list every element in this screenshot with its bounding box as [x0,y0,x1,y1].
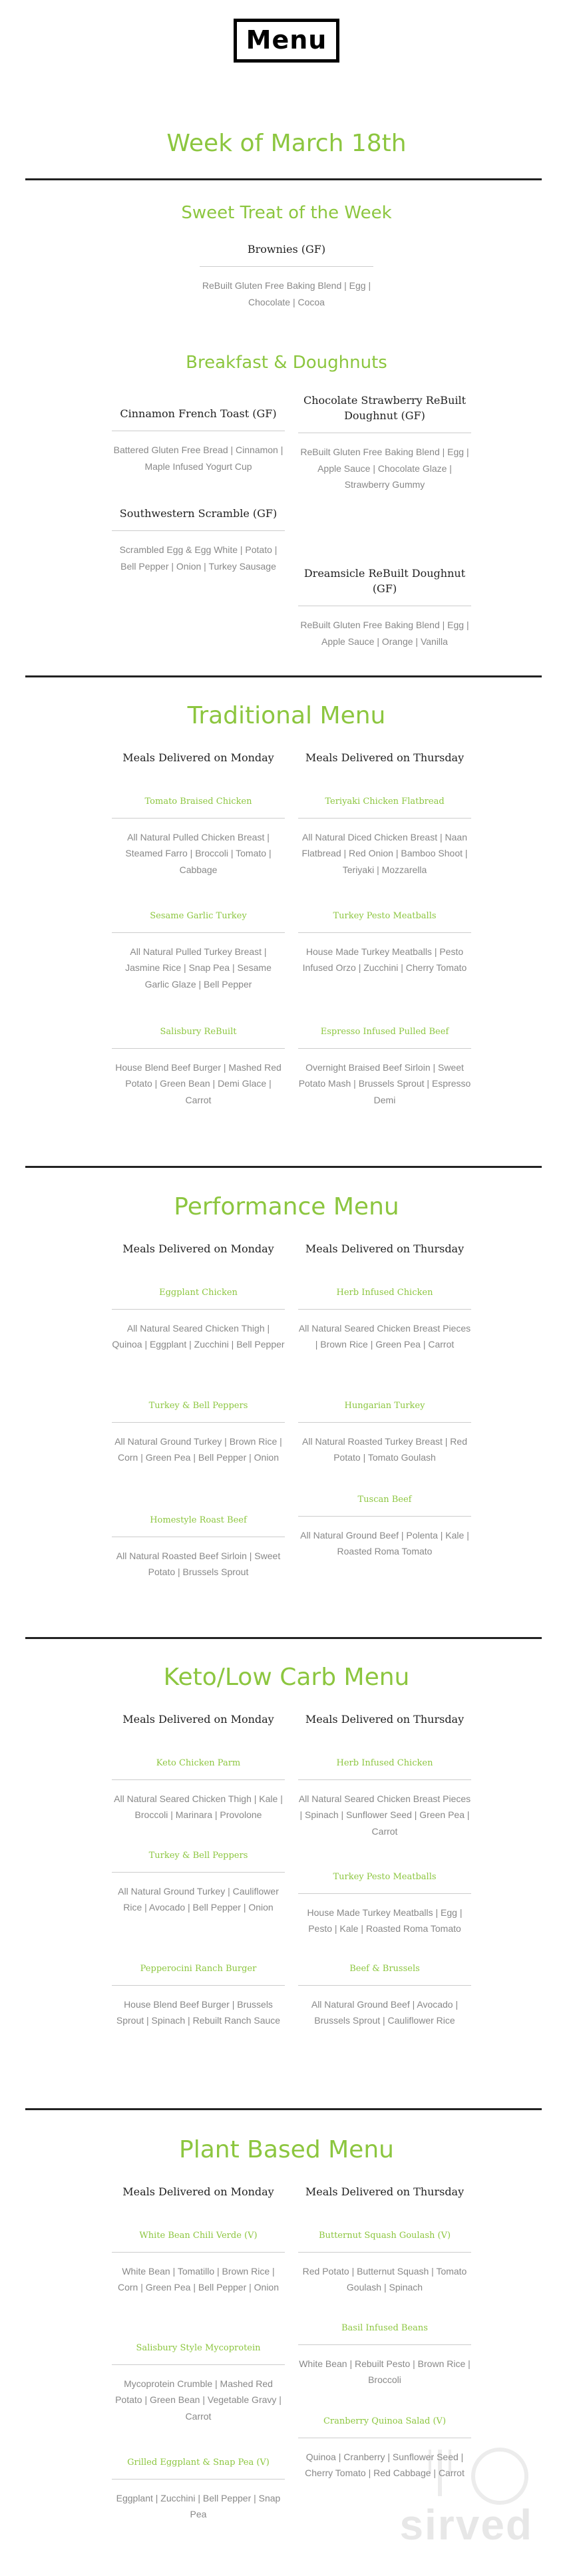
item-desc: All Natural Roasted Turkey Breast | Red Potato | Tomato Goulash [302,1435,467,1463]
meal-item [112,1757,285,1823]
item-name: Keto Chicken Parm [156,1758,241,1768]
item-desc: All Natural Pulled Turkey Breast | Jasmine Rice | Snap Pea | Sesame Garlic Glaze | Bell Pepper [125,946,272,990]
item-desc: All Natural Seared Chicken Breast Pieces | Brown Rice | Green Pea | Carrot [298,1322,471,1350]
sweet-section [0,203,573,223]
traditional-title: Traditional Menu [187,702,386,729]
item-name: Turkey Pesto Meatballs [333,911,437,921]
item-divider [112,2252,285,2253]
meal-item [112,2342,285,2424]
item-divider [298,2344,471,2345]
meal-item [112,1287,285,1353]
meal-item [112,796,285,878]
plant-section [0,2136,573,2163]
item-desc: Overnight Braised Beef Sirloin | Sweet Potato Mash | Brussels Sprout | Espresso Demi [298,1061,471,1105]
item-name: Herb Infused Chicken [336,1288,433,1298]
item-name: Cinnamon French Toast (GF) [120,407,277,420]
item-name: Beef & Brussels [349,1964,420,1974]
item-divider [112,932,285,933]
performance-section [0,1193,573,1220]
week-title: Week of March 18th [166,130,407,157]
item-desc: All Natural Ground Turkey | Cauliflower Rice | Avocado | Bell Pepper | Onion [118,1885,279,1913]
item-desc: Eggplant | Zucchini | Bell Pepper | Snap Pea [116,2492,281,2520]
divider [25,178,542,180]
thursday-column [298,751,471,765]
item-name: Tomato Braised Chicken [144,797,252,807]
item-name: Hungarian Turkey [344,1401,425,1411]
meal-item [112,2457,285,2523]
item-name: Espresso Infused Pulled Beef [320,1027,449,1037]
monday-column [112,1242,285,1256]
meal-item [298,1757,471,1839]
item-divider [112,2479,285,2480]
item-divider [298,1309,471,1310]
item-divider [298,818,471,819]
monday-column [112,2185,285,2199]
item-name: Turkey & Bell Peppers [148,1401,248,1411]
logo-wrap [0,19,573,63]
monday-heading: Meals Delivered on Monday [122,751,274,764]
item-divider [298,1048,471,1049]
breakfast-item [298,566,471,649]
breakfast-item [298,393,471,493]
item-name: Brownies (GF) [247,243,326,256]
meal-item [298,1494,471,1560]
item-desc: All Natural Ground Beef | Avocado | Brussels Sprout | Cauliflower Rice [311,1998,459,2026]
item-divider [112,1872,285,1873]
item-desc: All Natural Ground Turkey | Brown Rice | Corn | Green Pea | Bell Pepper | Onion [114,1435,282,1463]
traditional-section [0,702,573,729]
menu-logo: Menu [234,19,340,63]
meal-item [112,1515,285,1580]
monday-heading: Meals Delivered on Monday [122,1242,274,1255]
meal-item [112,1400,285,1466]
item-name: Sesame Garlic Turkey [150,911,247,921]
item-name: Cranberry Quinoa Salad (V) [323,2416,447,2426]
divider [25,1637,542,1639]
divider [25,675,542,677]
performance-title: Performance Menu [174,1193,399,1220]
item-desc: House Made Turkey Meatballs | Egg | Pesto | Kale | Roasted Roma Tomato [307,1907,463,1934]
item-divider [112,1779,285,1780]
item-divider [112,1309,285,1310]
item-name: Chocolate Strawberry ReBuilt Doughnut (GF) [303,394,467,423]
item-divider [298,1985,471,1986]
monday-heading: Meals Delivered on Monday [122,2185,274,2198]
item-desc: All Natural Seared Chicken Breast Pieces | Spinach | Sunflower Seed | Green Pea | Carrot [298,1793,471,1837]
thursday-heading: Meals Delivered on Thursday [305,1242,465,1255]
divider [25,2108,542,2110]
item-desc: Scrambled Egg & Egg White | Potato | Bell Pepper | Onion | Turkey Sausage [119,544,278,572]
item-divider [112,1048,285,1049]
meal-item [298,1963,471,2029]
item-name: Basil Infused Beans [341,2323,428,2333]
item-divider [298,1893,471,1894]
meal-item [298,2322,471,2388]
breakfast-item [112,406,285,474]
thursday-column [298,2185,471,2199]
watermark-text: sirved [399,2501,533,2549]
sweet-item [200,242,373,310]
sweet-title: Sweet Treat of the Week [181,203,392,223]
item-divider [112,1422,285,1423]
breakfast-item [112,506,285,574]
item-name: Turkey Pesto Meatballs [333,1872,437,1882]
item-name: Pepperocini Ranch Burger [140,1964,257,1974]
item-name: Tuscan Beef [357,1495,412,1505]
thursday-heading: Meals Delivered on Thursday [305,2185,465,2198]
item-divider [112,530,285,531]
item-name: Eggplant Chicken [159,1288,238,1298]
item-desc: House Made Turkey Meatballs | Pesto Infused Orzo | Zucchini | Cherry Tomato [302,946,467,974]
item-desc: All Natural Ground Beef | Polenta | Kale | Roasted Roma Tomato [300,1529,469,1557]
meal-item [298,1287,471,1353]
item-desc: Red Potato | Butternut Squash | Tomato Goulash | Spinach [302,2265,467,2293]
breakfast-section [0,353,573,373]
thursday-column [298,1712,471,1727]
item-divider [112,818,285,819]
breakfast-title: Breakfast & Doughnuts [186,353,387,373]
item-divider [112,2364,285,2365]
item-desc: ReBuilt Gluten Free Baking Blend | Egg | Chocolate | Cocoa [202,280,371,307]
item-desc: All Natural Seared Chicken Thigh | Quinoa | Eggplant | Zucchini | Bell Pepper [112,1322,285,1350]
item-name: Butternut Squash Goulash (V) [318,2231,451,2241]
item-divider [298,2252,471,2253]
meal-item [298,1026,471,1108]
meal-item [298,796,471,878]
item-desc: All Natural Diced Chicken Breast | Naan Flatbread | Red Onion | Bamboo Shoot | Teriyaki | Mozzarella [301,831,468,875]
item-desc: All Natural Pulled Chicken Breast | Steamed Farro | Broccoli | Tomato | Cabbage [125,831,272,875]
item-desc: Quinoa | Cranberry | Sunflower Seed | Cherry Tomato | Red Cabbage | Carrot [305,2451,465,2479]
meal-item [112,1850,285,1916]
monday-column [112,1712,285,1727]
thursday-column [298,1242,471,1256]
item-desc: Battered Gluten Free Bread | Cinnamon | Maple Infused Yogurt Cup [113,445,284,472]
meal-item [112,2230,285,2296]
meal-item [112,1026,285,1108]
item-name: Teriyaki Chicken Flatbread [325,797,445,807]
item-desc: ReBuilt Gluten Free Baking Blend | Egg | Apple Sauce | Orange | Vanilla [300,620,469,647]
item-name: Herb Infused Chicken [336,1758,433,1768]
item-desc: All Natural Seared Chicken Thigh | Kale | Broccoli | Marinara | Provolone [114,1793,283,1821]
keto-title: Keto/Low Carb Menu [163,1664,410,1691]
item-desc: Mycoprotein Crumble | Mashed Red Potato | Green Bean | Vegetable Gravy | Carrot [115,2378,282,2422]
item-desc: White Bean | Tomatillo | Brown Rice | Corn | Green Pea | Bell Pepper | Onion [117,2265,280,2293]
item-desc: ReBuilt Gluten Free Baking Blend | Egg | Apple Sauce | Chocolate Glaze | Strawberry Gummy [300,447,469,490]
item-desc: All Natural Roasted Beef Sirloin | Sweet Potato | Brussels Sprout [116,1550,281,1578]
item-name: White Bean Chili Verde (V) [139,2231,258,2241]
item-desc: House Blend Beef Burger | Brussels Sprout | Spinach | Rebuilt Ranch Sauce [116,1998,281,2026]
meal-item [112,910,285,992]
meal-item [298,1400,471,1466]
meal-item [298,2230,471,2296]
meal-item [298,910,471,976]
item-desc: White Bean | Rebuilt Pesto | Brown Rice | Broccoli [299,2358,471,2386]
item-name: Grilled Eggplant & Snap Pea (V) [127,2458,270,2468]
plant-title: Plant Based Menu [179,2136,394,2163]
item-divider [200,266,373,267]
item-divider [298,1516,471,1517]
divider [25,1166,542,1168]
item-desc: House Blend Beef Burger | Mashed Red Potato | Green Bean | Demi Glace | Carrot [115,1061,282,1105]
item-name: Dreamsicle ReBuilt Doughnut (GF) [303,567,466,596]
monday-heading: Meals Delivered on Monday [122,1713,274,1726]
item-name: Homestyle Roast Beef [150,1515,247,1525]
item-divider [298,1422,471,1423]
keto-section [0,1664,573,1691]
meal-item [112,1963,285,2029]
item-divider [298,1779,471,1780]
monday-column [112,751,285,765]
thursday-heading: Meals Delivered on Thursday [305,751,465,764]
item-name: Southwestern Scramble (GF) [119,507,278,520]
item-divider [298,932,471,933]
meal-item [298,1871,471,1937]
item-divider [112,1985,285,1986]
item-name: Salisbury Style Mycoprotein [136,2343,261,2353]
item-name: Turkey & Bell Peppers [148,1851,248,1861]
item-name: Salisbury ReBuilt [160,1027,237,1037]
thursday-heading: Meals Delivered on Thursday [305,1713,465,1726]
